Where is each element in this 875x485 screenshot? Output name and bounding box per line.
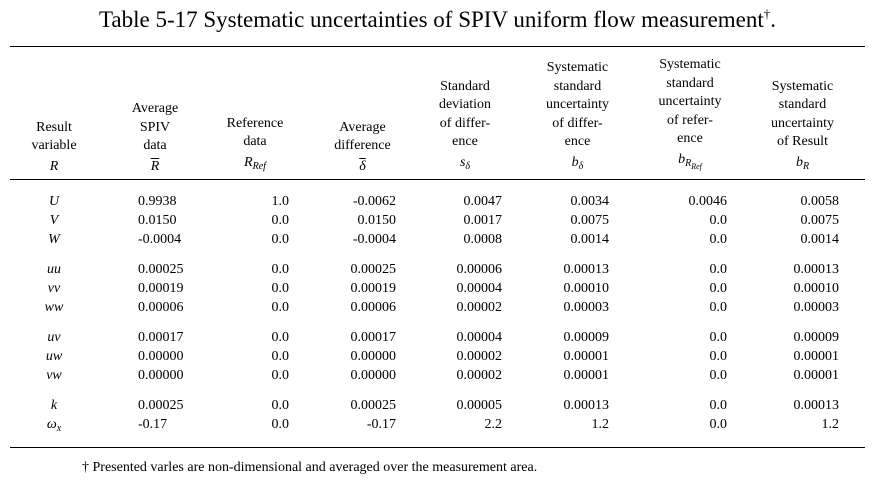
table-cell: 0.0 xyxy=(709,398,727,413)
table-cell: 0.9938 xyxy=(138,194,177,209)
caption-period: . xyxy=(770,7,777,32)
table-row xyxy=(0,328,875,347)
column-label: Average difference xyxy=(334,119,391,153)
table-cell: -0.17 xyxy=(138,417,168,432)
table-cell: 0.0014 xyxy=(800,232,839,247)
table-row xyxy=(0,415,875,434)
table-cell: 1.0 xyxy=(271,194,289,209)
table-cell: 2.2 xyxy=(484,417,502,432)
table-cell: 0.00005 xyxy=(456,398,502,413)
column-header xyxy=(205,54,305,176)
table-cell: 0.00004 xyxy=(456,281,502,296)
header-rule xyxy=(10,179,865,180)
table-cell: 0.0 xyxy=(271,300,289,315)
row-variable: U xyxy=(48,194,60,209)
table-cell: 0.00025 xyxy=(138,262,184,277)
table-cell: 0.00006 xyxy=(456,262,502,277)
row-variable: $\omega_x$ xyxy=(46,417,62,434)
top-rule xyxy=(10,46,865,47)
column-header xyxy=(315,54,410,176)
table-cell: 0.0 xyxy=(271,232,289,247)
table-cell: 1.2 xyxy=(591,417,609,432)
table-cell: 0.0 xyxy=(271,417,289,432)
symbol-letter: $\overline{R}$ xyxy=(150,158,160,174)
table-cell: 0.0150 xyxy=(357,213,396,228)
row-variable: k xyxy=(50,398,58,413)
table-cell: 0.0047 xyxy=(463,194,502,209)
column-label: Systematic standard uncertainty of refer- ence xyxy=(658,57,722,146)
column-header xyxy=(425,54,505,176)
column-symbol xyxy=(572,154,584,177)
table-cell: 0.0058 xyxy=(800,194,839,209)
table-cell: 0.0 xyxy=(709,213,727,228)
table-cell: 0.0 xyxy=(271,398,289,413)
table-cell: 0.00006 xyxy=(138,300,184,315)
table-cell: 0.00002 xyxy=(456,368,502,383)
table-cell: 0.0 xyxy=(709,368,727,383)
column-label: Average SPIV data xyxy=(131,101,179,153)
symbol-letter: s xyxy=(459,154,466,170)
symbol-subscript: Ref xyxy=(252,160,266,172)
column-label: Result variable xyxy=(31,119,77,153)
row-group xyxy=(0,328,875,385)
symbol-letter: R xyxy=(49,158,59,174)
column-header xyxy=(645,54,735,176)
table-cell: 0.0 xyxy=(271,368,289,383)
table-cell: 0.00001 xyxy=(563,368,609,383)
table-cell: -0.17 xyxy=(366,417,396,432)
table-cell: 0.00025 xyxy=(350,398,396,413)
row-variable: uw xyxy=(45,349,63,364)
table-cell: 0.0 xyxy=(271,213,289,228)
table-cell: 0.0 xyxy=(271,349,289,364)
table-cell: 0.0 xyxy=(709,281,727,296)
table-cell: 0.0 xyxy=(271,330,289,345)
table-cell: 0.00009 xyxy=(793,330,839,345)
symbol-letter: $\overline{\delta}$ xyxy=(359,158,366,174)
table-cell: 0.00000 xyxy=(350,349,396,364)
symbol-letter: b xyxy=(571,154,579,170)
column-header xyxy=(14,54,94,176)
footnote: † Presented varles are non-dimensional and averaged over the measurement area. xyxy=(82,460,538,475)
column-label: Standard deviation of differ- ence xyxy=(438,78,492,149)
table-cell: 0.0 xyxy=(271,281,289,296)
table-cell: 0.00013 xyxy=(793,398,839,413)
column-symbol xyxy=(244,154,266,177)
symbol-letter: b xyxy=(795,154,803,170)
table-cell: 0.0008 xyxy=(463,232,502,247)
symbol-subscript: R xyxy=(802,160,810,172)
table-cell: 0.00001 xyxy=(563,349,609,364)
table-cell: 0.00002 xyxy=(456,300,502,315)
table-row xyxy=(0,260,875,279)
table-row xyxy=(0,230,875,249)
table-cell: 0.0034 xyxy=(570,194,609,209)
table-cell: 1.2 xyxy=(821,417,839,432)
table-cell: 0.00001 xyxy=(793,368,839,383)
table-cell: 0.0150 xyxy=(138,213,177,228)
row-group xyxy=(0,192,875,249)
column-header xyxy=(530,54,625,176)
table-cell: 0.00013 xyxy=(793,262,839,277)
table-cell: 0.0046 xyxy=(688,194,727,209)
table-cell: 0.00010 xyxy=(793,281,839,296)
row-variable: uu xyxy=(47,262,61,277)
table-cell: 0.00009 xyxy=(563,330,609,345)
table-cell: 0.00019 xyxy=(138,281,184,296)
table-caption xyxy=(0,6,875,33)
column-label: Reference data xyxy=(226,115,284,149)
bottom-rule xyxy=(10,447,865,448)
table-cell: 0.00004 xyxy=(456,330,502,345)
column-header xyxy=(755,54,850,176)
column-label: Systematic standard uncertainty of Result xyxy=(771,78,834,149)
variable-subscript: x xyxy=(56,423,62,434)
column-symbol xyxy=(796,154,809,177)
table-cell: 0.0 xyxy=(709,262,727,277)
table-cell: 0.0017 xyxy=(463,213,502,228)
table-cell: 0.00017 xyxy=(138,330,184,345)
column-header xyxy=(110,54,200,176)
table-cell: 0.00010 xyxy=(563,281,609,296)
row-group xyxy=(0,396,875,434)
row-variable: uv xyxy=(47,330,61,345)
table-cell: 0.00002 xyxy=(456,349,502,364)
table-cell: 0.0 xyxy=(709,417,727,432)
symbol-letter: b xyxy=(678,151,686,167)
column-symbol xyxy=(50,158,59,177)
table-row xyxy=(0,396,875,415)
table-row xyxy=(0,347,875,366)
row-variable: vv xyxy=(47,281,61,296)
table-cell: 0.0075 xyxy=(570,213,609,228)
column-symbol xyxy=(151,158,160,177)
table-cell: 0.0014 xyxy=(570,232,609,247)
table-cell: -0.0004 xyxy=(352,232,396,247)
table-row xyxy=(0,366,875,385)
row-variable: ww xyxy=(44,300,64,315)
table-cell: 0.0 xyxy=(709,330,727,345)
table-cell: 0.00003 xyxy=(563,300,609,315)
symbol-subscript: δ xyxy=(465,160,471,172)
table-cell: 0.00000 xyxy=(350,368,396,383)
table-row xyxy=(0,279,875,298)
row-group xyxy=(0,260,875,317)
table-cell: 0.00001 xyxy=(793,349,839,364)
table-cell: 0.00006 xyxy=(350,300,396,315)
table-cell: 0.00025 xyxy=(138,398,184,413)
symbol-subscript: RRef xyxy=(685,157,702,171)
table-row xyxy=(0,211,875,230)
table-cell: -0.0062 xyxy=(352,194,396,209)
table-cell: 0.0 xyxy=(709,349,727,364)
table-cell: 0.00000 xyxy=(138,349,184,364)
column-symbol xyxy=(460,154,470,177)
caption-text: Table 5-17 Systematic uncertainties of SPIV uniform flow measurement xyxy=(98,7,764,32)
column-label: Systematic standard uncertainty of differ- ence xyxy=(546,60,609,149)
symbol-letter: R xyxy=(244,154,253,170)
table-cell: 0.0 xyxy=(709,300,727,315)
column-symbol xyxy=(678,151,702,177)
table-row xyxy=(0,298,875,317)
table-cell: 0.0 xyxy=(709,232,727,247)
symbol-subscript: δ xyxy=(578,160,584,172)
table-cell: 0.00000 xyxy=(138,368,184,383)
table-cell: 0.00019 xyxy=(350,281,396,296)
table-cell: 0.0075 xyxy=(800,213,839,228)
table-cell: -0.0004 xyxy=(138,232,182,247)
row-variable: W xyxy=(48,232,60,247)
row-variable: vw xyxy=(46,368,62,383)
table-cell: 0.00013 xyxy=(563,262,609,277)
column-symbol xyxy=(359,158,366,177)
row-variable: V xyxy=(49,213,59,228)
symbol-subscript-2: Ref xyxy=(691,161,702,171)
table-row xyxy=(0,192,875,211)
caption-dagger: † xyxy=(763,6,771,21)
table-cell: 0.00025 xyxy=(350,262,396,277)
table-cell: 0.00003 xyxy=(793,300,839,315)
table-cell: 0.0 xyxy=(271,262,289,277)
table-cell: 0.00013 xyxy=(563,398,609,413)
table-body xyxy=(0,192,875,445)
table-cell: 0.00017 xyxy=(350,330,396,345)
